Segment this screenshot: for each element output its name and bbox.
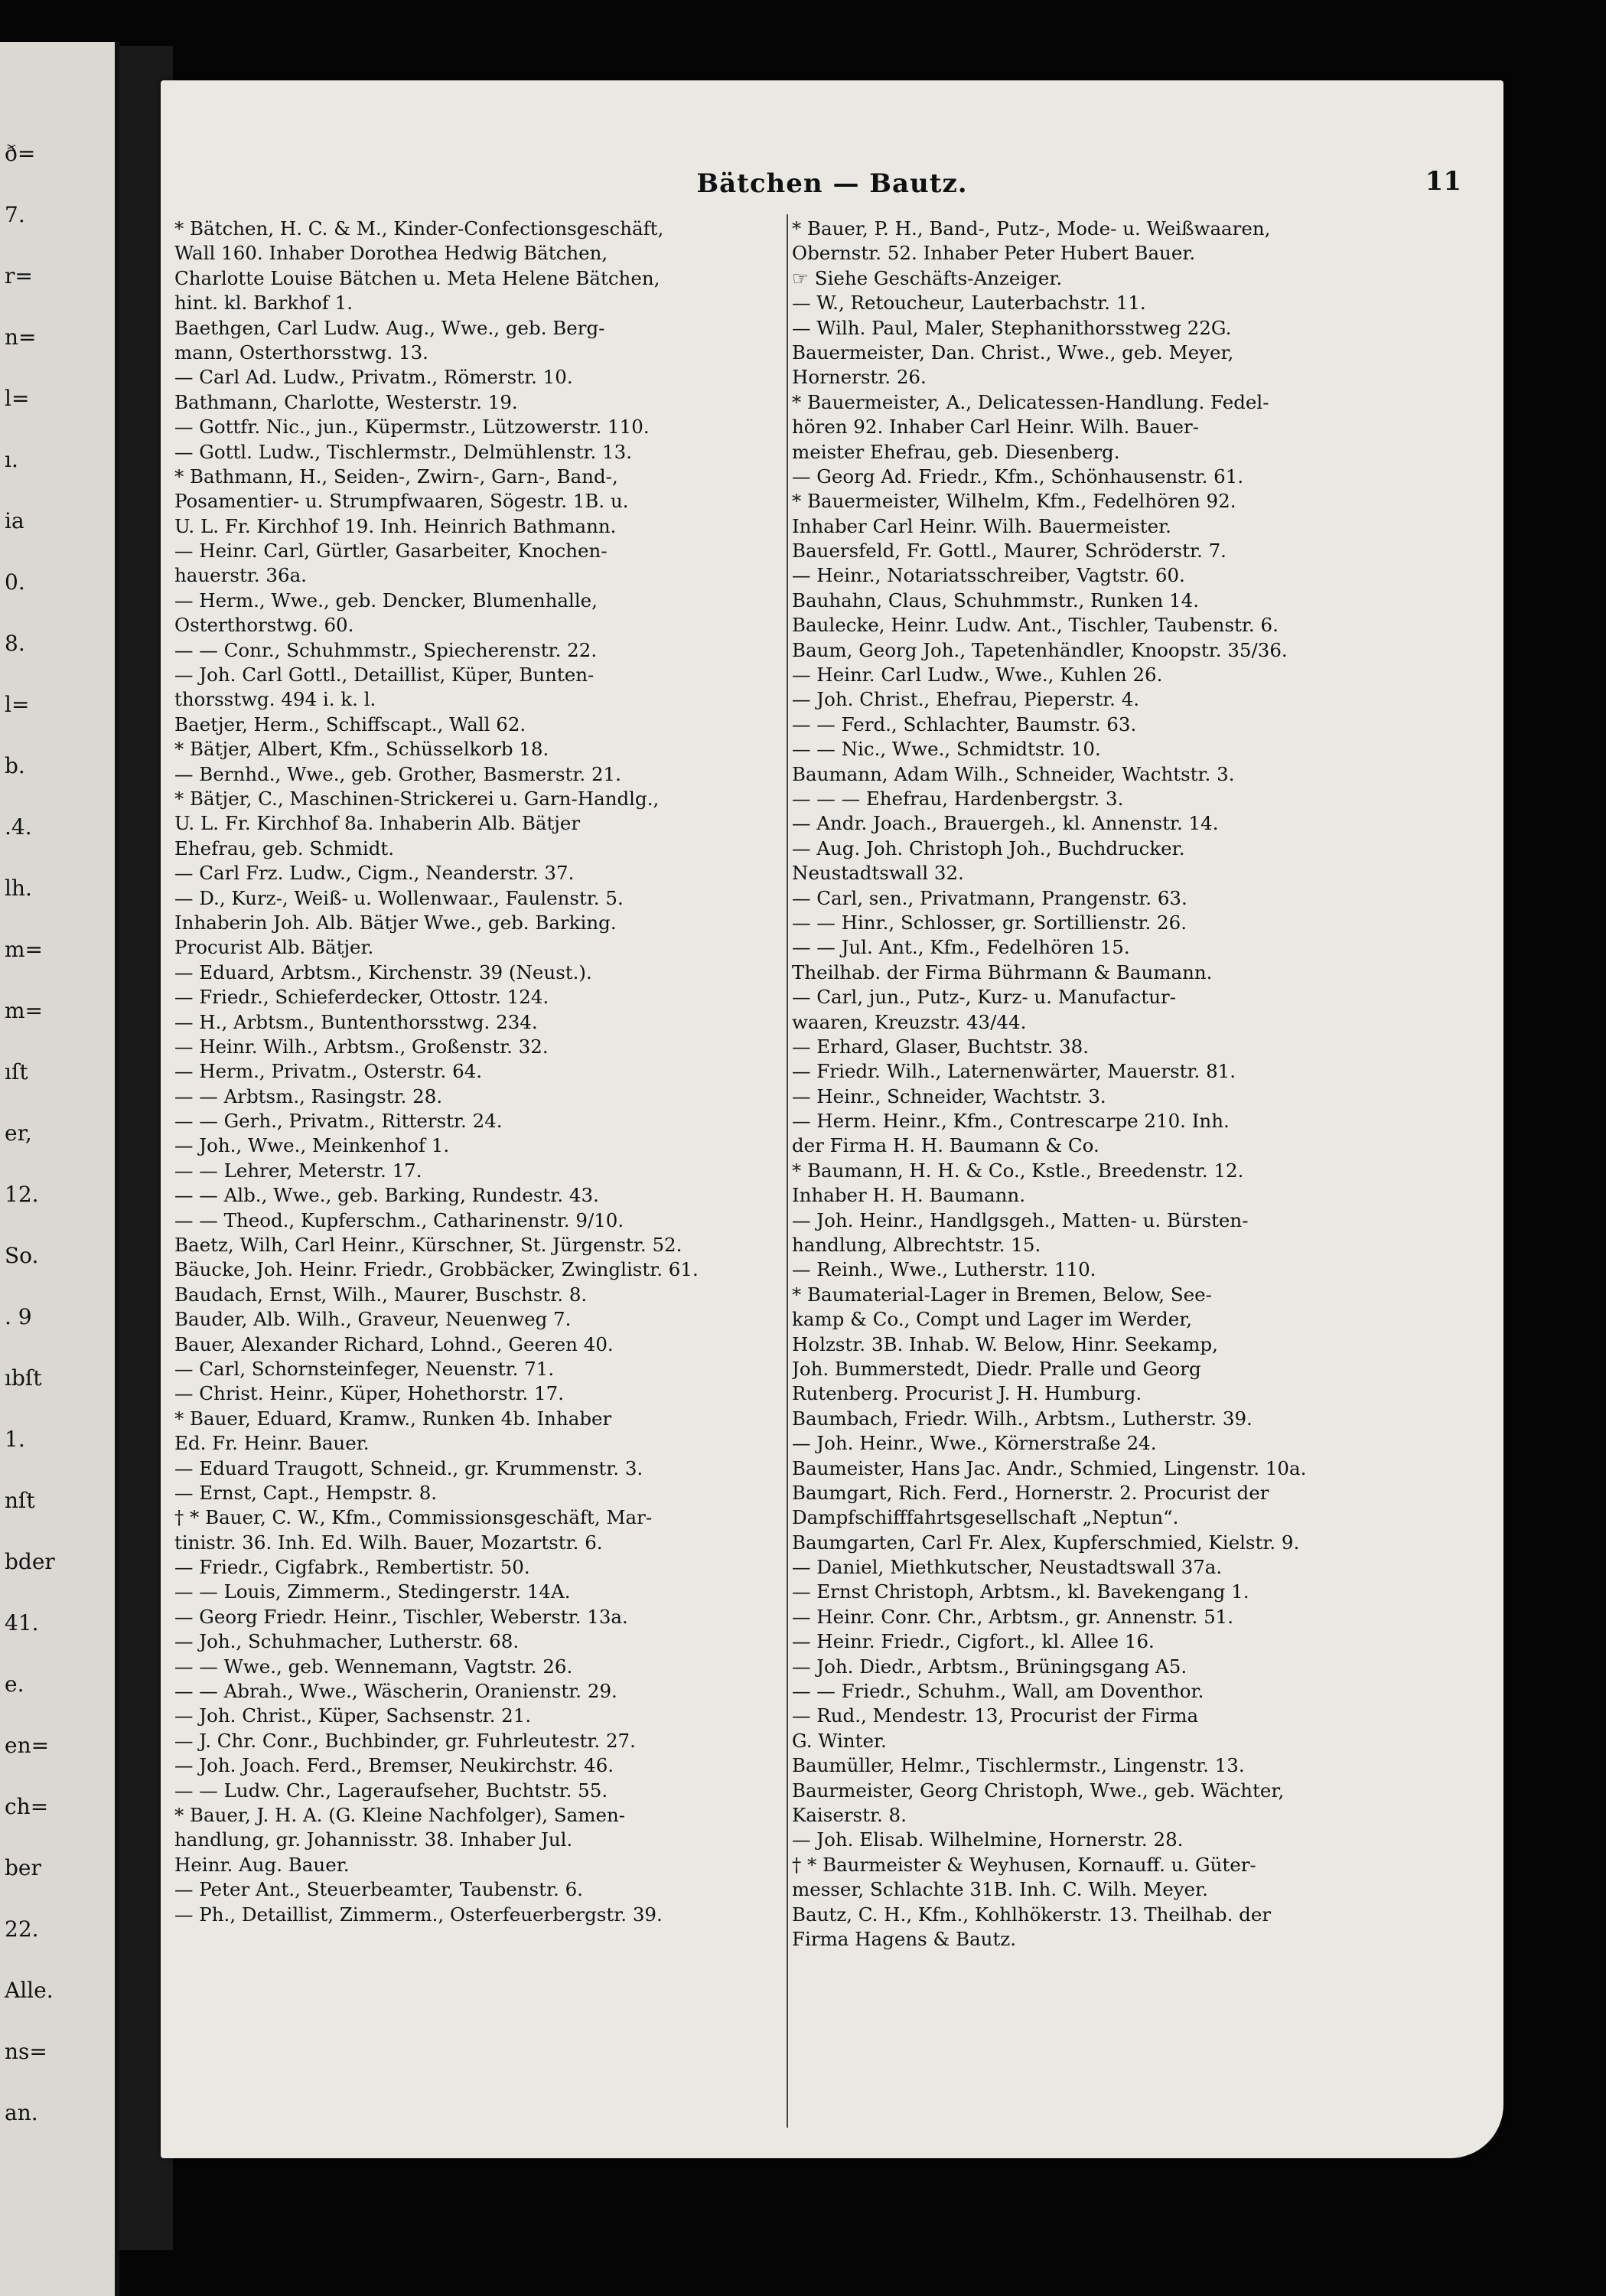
directory-entry-line: — Joh. Joach. Ferd., Bremser, Neukirchstr. 46.	[174, 1754, 614, 1777]
directory-entry-line: handlung, gr. Johannisstr. 38. Inhaber Jul.	[174, 1828, 573, 1851]
directory-entry-line: — Heinr., Notariatsschreiber, Vagtstr. 60.	[792, 564, 1185, 587]
directory-entry-line: — — Lehrer, Meterstr. 17.	[174, 1159, 422, 1182]
left-page-fragment: ıbſt	[5, 1365, 42, 1391]
directory-entry-line: — — Louis, Zimmerm., Stedingerstr. 14A.	[174, 1580, 571, 1603]
directory-entry-line: Inhaberin Joh. Alb. Bätjer Wwe., geb. Barking.	[174, 911, 617, 934]
page-number: 11	[1425, 166, 1461, 197]
left-page-fragment: an.	[5, 2100, 38, 2125]
left-page-fragment: Alle.	[5, 1978, 54, 2003]
directory-entry-line: — J. Chr. Conr., Buchbinder, gr. Fuhrleutestr. 27.	[174, 1729, 636, 1752]
left-column	[174, 217, 810, 1927]
directory-entry-line: — Herm., Wwe., geb. Dencker, Blumenhalle,	[174, 589, 598, 612]
directory-entry-line: Ehefrau, geb. Schmidt.	[174, 837, 395, 859]
directory-entry-line: — — Gerh., Privatm., Ritterstr. 24.	[174, 1110, 503, 1133]
left-page-fragment: 0.	[5, 569, 25, 595]
directory-entry-line: — Joh. Christ., Küper, Sachsenstr. 21.	[174, 1704, 532, 1727]
directory-entry-line: — Carl Frz. Ludw., Cigm., Neanderstr. 37.	[174, 862, 575, 885]
directory-entry-line: Rutenberg. Procurist J. H. Humburg.	[792, 1382, 1142, 1405]
directory-entry-line: Baumbach, Friedr. Wilh., Arbtsm., Lutherstr. 39.	[792, 1407, 1253, 1430]
left-page-fragment: . 9	[5, 1304, 32, 1329]
left-page-fragment: ð=	[5, 141, 36, 166]
directory-entry-line: † * Bauer, C. W., Kfm., Commissionsgeschäft, Mar-	[174, 1506, 653, 1529]
directory-entry-line: — Heinr. Wilh., Arbtsm., Großenstr. 32.	[174, 1035, 549, 1058]
directory-entry-line: — Joh. Heinr., Wwe., Körnerstraße 24.	[792, 1432, 1157, 1455]
directory-entry-line: — Carl Ad. Ludw., Privatm., Römerstr. 10.	[174, 366, 573, 389]
directory-entry-line: — Herm., Privatm., Osterstr. 64.	[174, 1060, 483, 1083]
directory-entry-line: Baumüller, Helmr., Tischlermstr., Lingenstr. 13.	[792, 1754, 1245, 1777]
directory-entry-line: Baethgen, Carl Ludw. Aug., Wwe., geb. Berg-	[174, 316, 605, 339]
left-page-fragment: en=	[5, 1733, 50, 1758]
directory-entry-line: — Ernst Christoph, Arbtsm., kl. Bavekengang 1.	[792, 1580, 1249, 1603]
left-page-fragment: 1.	[5, 1427, 25, 1452]
left-page-fragment: 7.	[5, 202, 25, 227]
directory-entry-line: — H., Arbtsm., Buntenthorsstwg. 234.	[174, 1010, 538, 1033]
directory-entry-line: * Bätjer, C., Maschinen-Strickerei u. Garn-Handlg.,	[174, 787, 660, 810]
directory-entry-line: — Eduard Traugott, Schneid., gr. Krummenstr. 3.	[174, 1456, 643, 1479]
directory-entry-line: — Heinr. Friedr., Cigfort., kl. Allee 16.	[792, 1630, 1155, 1653]
directory-entry-line: — Eduard, Arbtsm., Kirchenstr. 39 (Neust.).	[174, 960, 592, 983]
directory-entry-line: † * Baurmeister & Weyhusen, Kornauff. u. Güter-	[792, 1853, 1256, 1876]
directory-entry-line: — Christ. Heinr., Küper, Hohethorstr. 17.	[174, 1382, 564, 1405]
directory-entry-line: Baumgart, Rich. Ferd., Hornerstr. 2. Procurist der	[792, 1481, 1269, 1504]
directory-entry-line: Procurist Alb. Bätjer.	[174, 936, 374, 959]
left-page-fragment: ber	[5, 1855, 41, 1880]
directory-entry-line: * Bätchen, H. C. & M., Kinder-Confectionsgeschäft,	[174, 217, 664, 240]
directory-entry-line: — Carl, sen., Privatmann, Prangenstr. 63.	[792, 886, 1187, 909]
directory-entry-line: Theilhab. der Firma Bührmann & Baumann.	[792, 960, 1213, 983]
directory-entry-line: * Bauer, J. H. A. (G. Kleine Nachfolger), Samen-	[174, 1804, 626, 1826]
directory-entry-line: Obernstr. 52. Inhaber Peter Hubert Bauer.	[792, 242, 1196, 265]
left-page-fragment: lh.	[5, 876, 32, 901]
directory-entry-line: — Joh. Elisab. Wilhelmine, Hornerstr. 28.	[792, 1828, 1184, 1851]
left-page-fragment: n=	[5, 325, 37, 350]
directory-entry-line: messer, Schlachte 31B. Inh. C. Wilh. Meyer.	[792, 1878, 1208, 1901]
directory-entry-line: — Heinr. Carl, Gürtler, Gasarbeiter, Knochen-	[174, 540, 608, 563]
directory-entry-line: — Heinr. Carl Ludw., Wwe., Kuhlen 26.	[792, 664, 1163, 687]
directory-entry-line: — Joh. Christ., Ehefrau, Pieperstr. 4.	[792, 688, 1140, 711]
directory-entry-line: — Joh. Heinr., Handlgsgeh., Matten- u. Bürsten-	[792, 1208, 1249, 1231]
directory-entry-line: Bathmann, Charlotte, Westerstr. 19.	[174, 390, 518, 413]
directory-entry-line: — Reinh., Wwe., Lutherstr. 110.	[792, 1258, 1096, 1281]
directory-entry-line: Kaiserstr. 8.	[792, 1804, 907, 1826]
left-page-fragment: 22.	[5, 1916, 39, 1942]
left-page-fragment: .4.	[5, 814, 32, 840]
directory-entry-line: — Erhard, Glaser, Buchtstr. 38.	[792, 1035, 1090, 1058]
directory-entry-line: — W., Retoucheur, Lauterbachstr. 11.	[792, 292, 1146, 315]
directory-entry-line: mann, Osterthorsstwg. 13.	[174, 341, 428, 364]
directory-entry-line: * Bauer, P. H., Band-, Putz-, Mode- u. Weißwaaren,	[792, 217, 1271, 240]
directory-entry-line: Baudach, Ernst, Wilh., Maurer, Buschstr. 8.	[174, 1283, 588, 1306]
directory-entry-line: Baumgarten, Carl Fr. Alex, Kupferschmied, Kielstr. 9.	[792, 1531, 1300, 1554]
directory-entry-line: — Joh. Carl Gottl., Detaillist, Küper, Bunten-	[174, 664, 595, 687]
directory-entry-line: hören 92. Inhaber Carl Heinr. Wilh. Bauer-	[792, 416, 1200, 439]
directory-entry-line: — Rud., Mendestr. 13, Procurist der Firma	[792, 1704, 1199, 1727]
directory-entry-line: — Daniel, Miethkutscher, Neustadtswall 37a.	[792, 1556, 1223, 1579]
left-page-fragment: e.	[5, 1671, 24, 1697]
directory-entry-line: Baumeister, Hans Jac. Andr., Schmied, Lingenstr. 10a.	[792, 1456, 1307, 1479]
directory-entry-line: Bauersfeld, Fr. Gottl., Maurer, Schröderstr. 7.	[792, 540, 1226, 563]
directory-entry-line: — Friedr., Cigfabrk., Rembertistr. 50.	[174, 1556, 530, 1579]
directory-entry-line: der Firma H. H. Baumann & Co.	[792, 1134, 1099, 1157]
directory-entry-line: Bauermeister, Dan. Christ., Wwe., geb. Meyer,	[792, 341, 1234, 364]
left-page-fragment: l=	[5, 692, 30, 717]
directory-entry-line: — Friedr. Wilh., Laternenwärter, Mauerstr. 81.	[792, 1060, 1236, 1083]
directory-page	[161, 80, 1503, 2158]
directory-entry-line: * Baumaterial-Lager in Bremen, Below, See-	[792, 1283, 1212, 1306]
directory-entry-line: — — Conr., Schuhmmstr., Spiecherenstr. 22.	[174, 638, 598, 661]
directory-entry-line: Baurmeister, Georg Christoph, Wwe., geb. Wächter,	[792, 1779, 1285, 1802]
directory-entry-line: — — Friedr., Schuhm., Wall, am Doventhor.	[792, 1680, 1204, 1703]
left-page-fragment: nſt	[5, 1488, 35, 1513]
directory-entry-line: — D., Kurz-, Weiß- u. Wollenwaar., Faulenstr. 5.	[174, 886, 624, 909]
directory-entry-line: Dampfschifffahrtsgesellschaft „Neptun“.	[792, 1506, 1179, 1529]
directory-entry-line: Baetjer, Herm., Schiffscapt., Wall 62.	[174, 713, 526, 735]
directory-entry-line: Baum, Georg Joh., Tapetenhändler, Knoopstr. 35/36.	[792, 638, 1288, 661]
directory-entry-line: — Gottl. Ludw., Tischlermstr., Delmühlenstr. 13.	[174, 440, 633, 463]
directory-entry-line: Joh. Bummerstedt, Diedr. Pralle und Georg	[792, 1357, 1201, 1380]
directory-entry-line: Charlotte Louise Bätchen u. Meta Helene Bätchen,	[174, 266, 660, 289]
directory-entry-line: — Joh. Diedr., Arbtsm., Brüningsgang A5.	[792, 1655, 1187, 1678]
directory-entry-line: * Bauermeister, A., Delicatessen-Handlung. Fedel-	[792, 390, 1269, 413]
directory-entry-line: — Aug. Joh. Christoph Joh., Buchdrucker.	[792, 837, 1185, 859]
left-page-fragment: 12.	[5, 1182, 39, 1207]
directory-entry-line: — Peter Ant., Steuerbeamter, Taubenstr. 6.	[174, 1878, 583, 1901]
directory-entry-line: Bäucke, Joh. Heinr. Friedr., Grobbäcker, Zwinglistr. 61.	[174, 1258, 699, 1281]
directory-entry-line: meister Ehefrau, geb. Diesenberg.	[792, 440, 1120, 463]
directory-entry-line: — Gottfr. Nic., jun., Küpermstr., Lützowerstr. 110.	[174, 416, 650, 439]
directory-entry-line: Ed. Fr. Heinr. Bauer.	[174, 1432, 370, 1455]
directory-entry-line: Hornerstr. 26.	[792, 366, 927, 389]
directory-entry-line: — Joh., Wwe., Meinkenhof 1.	[174, 1134, 450, 1157]
directory-entry-line: — — Hinr., Schlosser, gr. Sortillienstr. 26.	[792, 911, 1187, 934]
directory-entry-line: tinistr. 36. Inh. Ed. Wilh. Bauer, Mozartstr. 6.	[174, 1531, 603, 1554]
left-page-fragment: m=	[5, 998, 44, 1023]
left-page-fragment: ns=	[5, 2039, 47, 2064]
left-page-fragment: 41.	[5, 1610, 39, 1636]
left-page-fragment: 8.	[5, 631, 25, 656]
left-page-fragment: ıſt	[5, 1059, 28, 1084]
directory-entry-line: — Andr. Joach., Brauergeh., kl. Annenstr. 14.	[792, 812, 1219, 835]
directory-entry-line: Bauer, Alexander Richard, Lohnd., Geeren 40.	[174, 1332, 614, 1355]
directory-entry-line: Inhaber H. H. Baumann.	[792, 1184, 1025, 1207]
directory-entry-line: — — Wwe., geb. Wennemann, Vagtstr. 26.	[174, 1655, 573, 1678]
directory-entry-line: — — Nic., Wwe., Schmidtstr. 10.	[792, 738, 1101, 761]
directory-entry-line: kamp & Co., Compt und Lager im Werder,	[792, 1308, 1193, 1331]
directory-entry-line: hauerstr. 36a.	[174, 564, 307, 587]
running-head: Bätchen — Bautz.	[696, 168, 968, 199]
directory-entry-line: — Georg Friedr. Heinr., Tischler, Weberstr. 13a.	[174, 1605, 628, 1628]
left-page-fragment: l=	[5, 386, 30, 411]
directory-entry-line: — — Theod., Kupferschm., Catharinenstr. 9/10.	[174, 1208, 624, 1231]
left-page-fragment: bder	[5, 1549, 55, 1574]
directory-entry-line: — Ph., Detaillist, Zimmerm., Osterfeuerbergstr. 39.	[174, 1903, 663, 1926]
directory-entry-line: — Carl, Schornsteinfeger, Neuenstr. 71.	[174, 1357, 555, 1380]
directory-entry-line: — Georg Ad. Friedr., Kfm., Schönhausenstr. 61.	[792, 465, 1244, 488]
directory-entry-line: * Bauer, Eduard, Kramw., Runken 4b. Inhaber	[174, 1407, 612, 1430]
directory-entry-line: — — Arbtsm., Rasingstr. 28.	[174, 1084, 443, 1107]
directory-entry-line: Osterthorstwg. 60.	[174, 614, 354, 637]
directory-entry-line: — Carl, jun., Putz-, Kurz- u. Manufactur-	[792, 986, 1176, 1009]
directory-entry-line: — — Ludw. Chr., Lageraufseher, Buchtstr. 55.	[174, 1779, 608, 1802]
directory-entry-line: Baumann, Adam Wilh., Schneider, Wachtstr. 3.	[792, 762, 1235, 785]
directory-entry-line: — — Jul. Ant., Kfm., Fedelhören 15.	[792, 936, 1130, 959]
directory-entry-line: hint. kl. Barkhof 1.	[174, 292, 353, 315]
directory-entry-line: — Wilh. Paul, Maler, Stephanithorsstweg 22G.	[792, 316, 1232, 339]
directory-entry-line: — — — Ehefrau, Hardenbergstr. 3.	[792, 787, 1124, 810]
left-page-fragment: ia	[5, 508, 24, 533]
directory-entry-line: — — Abrah., Wwe., Wäscherin, Oranienstr. 29.	[174, 1680, 617, 1703]
directory-entry-line: Inhaber Carl Heinr. Wilh. Bauermeister.	[792, 514, 1171, 537]
directory-entry-line: * Baumann, H. H. & Co., Kstle., Breedenstr. 12.	[792, 1159, 1244, 1182]
left-page-fragment: b.	[5, 753, 25, 778]
directory-entry-line: G. Winter.	[792, 1729, 887, 1752]
directory-entry-line: * Bätjer, Albert, Kfm., Schüsselkorb 18.	[174, 738, 549, 761]
directory-entry-line: — Herm. Heinr., Kfm., Contrescarpe 210. Inh.	[792, 1110, 1230, 1133]
directory-entry-line: — Heinr. Conr. Chr., Arbtsm., gr. Annenstr. 51.	[792, 1605, 1234, 1628]
directory-entry-line: Baetz, Wilh, Carl Heinr., Kürschner, St. Jürgenstr. 52.	[174, 1234, 682, 1257]
directory-entry-line: U. L. Fr. Kirchhof 19. Inh. Heinrich Bathmann.	[174, 514, 617, 537]
directory-entry-line: — Ernst, Capt., Hempstr. 8.	[174, 1481, 438, 1504]
left-page-fragment: er,	[5, 1120, 32, 1146]
left-page-edge	[0, 42, 119, 2296]
left-page-fragment: So.	[5, 1243, 39, 1268]
directory-entry-line: — Friedr., Schieferdecker, Ottostr. 124.	[174, 986, 549, 1009]
directory-entry-line: ☞ Siehe Geschäfts-Anzeiger.	[792, 266, 1063, 289]
directory-entry-line: * Bathmann, H., Seiden-, Zwirn-, Garn-, Band-,	[174, 465, 618, 488]
directory-entry-line: Baulecke, Heinr. Ludw. Ant., Tischler, Taubenstr. 6.	[792, 614, 1279, 637]
directory-entry-line: * Bauermeister, Wilhelm, Kfm., Fedelhören 92.	[792, 490, 1236, 513]
directory-entry-line: waaren, Kreuzstr. 43/44.	[792, 1010, 1027, 1033]
left-page-fragment: ı.	[5, 447, 18, 472]
directory-entry-line: — Heinr., Schneider, Wachtstr. 3.	[792, 1084, 1106, 1107]
directory-entry-line: Posamentier- u. Strumpfwaaren, Sögestr. 1B. u.	[174, 490, 629, 513]
directory-entry-line: Bauhahn, Claus, Schuhmmstr., Runken 14.	[792, 589, 1200, 612]
directory-entry-line: handlung, Albrechtstr. 15.	[792, 1234, 1041, 1257]
left-page-fragment: m=	[5, 937, 44, 962]
directory-entry-line: Wall 160. Inhaber Dorothea Hedwig Bätchen,	[174, 242, 608, 265]
directory-entry-line: Firma Hagens & Bautz.	[792, 1927, 1016, 1950]
directory-entry-line: — Joh., Schuhmacher, Lutherstr. 68.	[174, 1630, 520, 1653]
directory-entry-line: U. L. Fr. Kirchhof 8a. Inhaberin Alb. Bätjer	[174, 812, 581, 835]
directory-entry-line: — Bernhd., Wwe., geb. Grother, Basmerstr. 21.	[174, 762, 621, 785]
directory-entry-line: Bautz, C. H., Kfm., Kohlhökerstr. 13. Theilhab. der	[792, 1903, 1272, 1926]
left-page-fragment: ch=	[5, 1794, 49, 1819]
directory-entry-line: Neustadtswall 32.	[792, 862, 964, 885]
right-column	[792, 217, 1408, 1952]
directory-entry-line: thorsstwg. 494 i. k. l.	[174, 688, 376, 711]
directory-entry-line: Bauder, Alb. Wilh., Graveur, Neuenweg 7.	[174, 1308, 572, 1331]
directory-entry-line: — — Ferd., Schlachter, Baumstr. 63.	[792, 713, 1137, 735]
directory-entry-line: Holzstr. 3B. Inhab. W. Below, Hinr. Seekamp,	[792, 1332, 1218, 1355]
left-page-fragment: r=	[5, 263, 33, 289]
directory-entry-line: — — Alb., Wwe., geb. Barking, Rundestr. 43.	[174, 1184, 599, 1207]
directory-entry-line: Heinr. Aug. Bauer.	[174, 1853, 350, 1876]
